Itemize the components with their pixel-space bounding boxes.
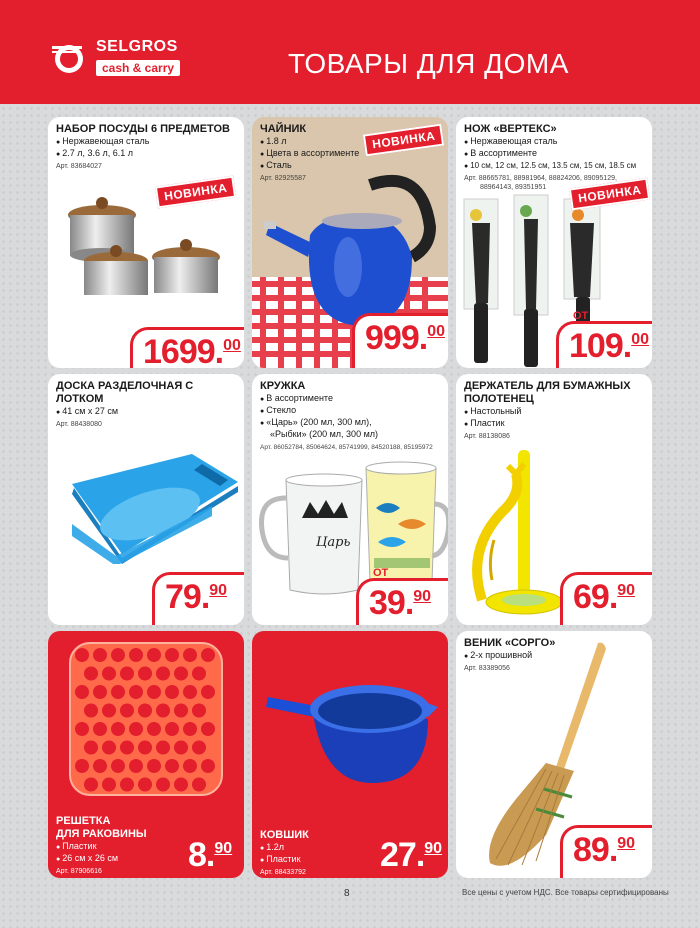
product-info <box>464 637 646 673</box>
product-card-cookware[interactable] <box>48 117 244 368</box>
product-name: ВЕНИК «СОРГО» <box>464 637 556 649</box>
price-tag <box>188 837 232 873</box>
product-feature: ● 1.2л <box>260 842 309 854</box>
price-decimal: 00 <box>631 331 649 348</box>
price-decimal: 90 <box>617 835 636 852</box>
price-from-label: ОТ <box>373 567 389 579</box>
price-decimal: 00 <box>223 337 241 354</box>
product-info <box>260 380 442 452</box>
footer-note: Все цены с учетом НДС. Все товары сертифицированы <box>462 888 669 897</box>
product-feature-cont: «Рыбки» (200 мл, 300 мл) <box>270 429 379 439</box>
product-feature: ● 10 см, 12 см, 12.5 см, 13.5 см, 15 см, 18.5 см <box>464 160 646 172</box>
price-integer: 79. <box>165 578 210 616</box>
product-card-cutting-board[interactable] <box>48 374 244 625</box>
product-feature: ● Нержавеющая сталь <box>464 136 646 148</box>
product-feature: ● Нержавеющая сталь <box>56 136 238 148</box>
price-decimal: 90 <box>209 582 228 599</box>
product-feature: ● 2-х прошивной <box>464 650 646 662</box>
article-number: Арт. 88138086 <box>464 433 510 440</box>
article-number-cont: 88964143, 89351951 <box>480 184 547 191</box>
price-tag <box>560 572 652 625</box>
product-info <box>56 380 238 429</box>
product-card-towel-holder[interactable] <box>456 374 652 625</box>
header <box>0 0 700 104</box>
brand-sub: cash & carry <box>96 60 180 76</box>
article-number: Арт. 88665781, 88981964, 88824206, 89095129, <box>464 175 617 182</box>
product-card-kettle[interactable] <box>252 117 448 368</box>
plate-icon <box>48 40 90 74</box>
price-integer: 69. <box>573 578 618 616</box>
product-feature: ● Сталь <box>260 160 442 172</box>
product-name: РЕШЕТКА <box>56 815 111 827</box>
price-integer: 1699. <box>143 333 224 368</box>
product-card-broom[interactable] <box>456 631 652 878</box>
brand-name: SELGROS <box>96 38 178 55</box>
price-decimal: 90 <box>424 840 443 857</box>
product-info <box>260 829 309 877</box>
product-info <box>56 123 238 171</box>
product-feature: ● Стекло <box>260 405 442 417</box>
product-feature: ● «Царь» (200 мл, 300 мл), <box>260 417 442 429</box>
price-decimal: 90 <box>214 840 233 857</box>
price-tag <box>352 313 448 368</box>
price-tag <box>356 567 448 625</box>
page-number: 8 <box>344 888 350 899</box>
product-feature: ● Пластик <box>260 854 309 866</box>
price-tag <box>130 327 244 368</box>
price-integer: 999. <box>365 319 428 357</box>
article-number: Арт. 82925587 <box>260 175 306 182</box>
product-name-cont: ДЛЯ РАКОВИНЫ <box>56 828 147 840</box>
new-badge: НОВИНКА <box>363 124 445 157</box>
selgros-logo[interactable] <box>48 38 193 80</box>
cutting-board-image <box>52 444 242 564</box>
price-tag <box>560 825 652 878</box>
price-decimal: 90 <box>413 588 432 605</box>
product-card-ladle[interactable] <box>252 631 448 878</box>
product-name: ДОСКА РАЗДЕЛОЧНАЯ С ЛОТКОМ <box>56 380 194 405</box>
article-number: Арт. 87906616 <box>56 868 102 875</box>
product-feature: ● 2.7 л, 3.6 л, 6.1 л <box>56 148 238 160</box>
product-name: ДЕРЖАТЕЛЬ ДЛЯ БУМАЖНЫХ ПОЛОТЕНЕЦ <box>464 380 631 405</box>
product-feature: ● В ассортименте <box>260 393 442 405</box>
price-decimal: 90 <box>617 582 636 599</box>
product-feature: ● Пластик <box>464 418 646 430</box>
page-title: ТОВАРЫ ДЛЯ ДОМА <box>288 48 569 79</box>
article-number: Арт. 83389056 <box>464 665 510 672</box>
article-number: Арт. 88438080 <box>56 421 102 428</box>
product-name: НОЖ «ВЕРТЕКС» <box>464 123 557 135</box>
price-from-label: ОТ <box>573 310 589 322</box>
product-feature: ● 1.8 л <box>260 136 442 148</box>
article-number: Арт. 83684027 <box>56 163 102 170</box>
product-info <box>56 815 147 876</box>
price-tag <box>152 572 244 625</box>
product-feature: ● Цвета в ассортименте <box>260 148 442 160</box>
ladle-image <box>262 667 442 787</box>
product-card-knife[interactable] <box>456 117 652 368</box>
product-name: ЧАЙНИК <box>260 123 307 135</box>
price-integer: 39. <box>369 584 414 622</box>
price-tag <box>556 310 652 368</box>
product-feature: ● Пластик <box>56 841 147 853</box>
product-card-mug[interactable] <box>252 374 448 625</box>
price-decimal: 00 <box>427 323 445 340</box>
price-tag <box>380 837 442 873</box>
product-feature: ● 26 см x 26 см <box>56 853 147 865</box>
article-number: Арт. 88433792 <box>260 869 306 876</box>
price-integer: 89. <box>573 831 618 869</box>
new-badge: НОВИНКА <box>569 178 651 211</box>
product-card-sink-mat[interactable] <box>48 631 244 878</box>
price-integer: 27. <box>380 836 425 874</box>
product-name: КОВШИК <box>260 829 309 841</box>
product-feature: ● В ассортименте <box>464 148 646 160</box>
article-number: Арт. 86052784, 85064624, 85741999, 84520188, 85195972 <box>260 444 433 451</box>
product-name: КРУЖКА <box>260 380 306 392</box>
product-name: НАБОР ПОСУДЫ 6 ПРЕДМЕТОВ <box>56 123 230 135</box>
product-feature: ● 41 см x 27 см <box>56 406 238 418</box>
product-feature: ● Настольный <box>464 406 646 418</box>
price-integer: 8. <box>188 836 215 874</box>
product-info <box>464 380 646 441</box>
mug-text: Царь <box>316 535 351 550</box>
sink-mat-image <box>68 641 224 797</box>
price-integer: 109. <box>569 327 632 365</box>
new-badge: НОВИНКА <box>155 176 237 209</box>
